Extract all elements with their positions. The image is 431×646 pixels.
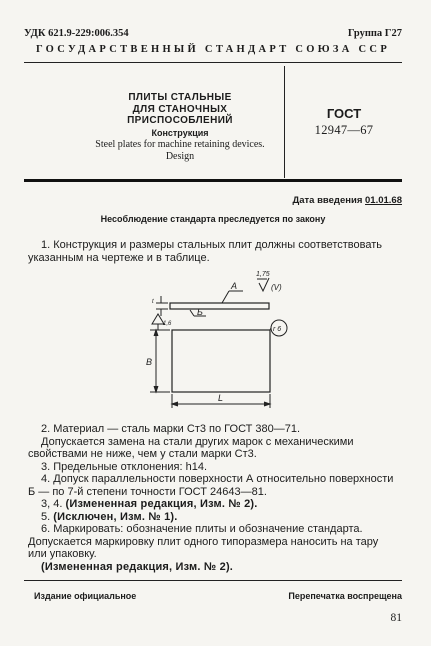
label-b: Б [197,307,203,317]
label-a: A [231,281,238,291]
paragraph-2: 2. Материал — сталь марки Ст3 по ГОСТ 380—71. [41,423,301,435]
tolerance-left-value: 1,6 [163,321,172,327]
paragraph-6: 6. Маркировать: обозначение плиты и обозначение стандарта. Допускается маркировку плит одного типоразмера наносить на тару или упаковку. [28,523,379,560]
title-ru-line-2: ДЛЯ СТАНОЧНЫХ [132,103,228,115]
date-value: 01.01.68 [365,195,402,206]
footer-rule [24,580,402,581]
title-ru-line-3: ПРИСПОСОБЛЕНИЙ [127,115,233,126]
introduction-date [292,195,402,206]
gost-block [294,106,394,138]
udk-code: УДК 621.9-229:006.354 [24,28,129,39]
dim-t-label: t [152,299,154,305]
footer-official-edition: Издание официальное [34,591,137,601]
law-notice: Несоблюдение стандарта преследуется по закону [100,214,326,224]
title-divider [284,66,285,178]
paragraph-34-note: (Измененная редакция, Изм. № 2). [65,498,258,510]
gost-number: 12947—67 [314,123,374,137]
title-en-line-2: Design [165,150,195,162]
dim-b-label: B [146,357,153,367]
title-ru-line-1: ПЛИТЫ СТАЛЬНЫЕ [128,92,232,103]
title-subtitle: Конструкция [151,127,209,138]
paragraph-5-number: 5. [41,510,51,523]
roughness-symbol [259,278,269,291]
date-label: Дата введения [292,195,363,206]
leader-a [222,291,229,303]
paragraph-4: 4. Допуск параллельности поверхности А относительно поверхности Б — по 7-й степени точности ГОСТ 24643—81. [28,473,394,498]
paragraph-2b: Допускается замена на стали других марок с механическими свойствами не ниже, чем у стали марки Ст3. [28,435,354,460]
body-text [28,423,400,573]
plate-side-view [170,303,269,309]
paragraph-5-note: (Исключен, Изм. № 1). [53,510,178,523]
plate-drawing [130,270,310,415]
footer-reprint-prohibited: Перепечатка воспрещена [288,591,402,601]
header-rule [24,62,402,63]
gost-label: ГОСТ [326,106,362,121]
title-rule [24,179,402,182]
title-block [82,92,278,162]
dim-l-label: L [218,393,224,403]
paragraph-34-change [28,498,400,511]
paragraph-6-change: (Измененная редакция, Изм. № 2). [41,560,234,573]
paragraph-1: 1. Конструкция и размеры стальных плит должны соответствовать указанным на чертеже и в таблице. [28,239,382,264]
page-number: 81 [390,612,402,624]
paragraph-3: 3. Предельные отклонения: h14. [41,460,208,473]
roughness-paren: (V) [271,283,282,292]
roughness-value: 1,75 [256,271,270,278]
standard-heading: ГОСУДАРСТВЕННЫЙ СТАНДАРТ СОЮЗА ССР [35,44,391,55]
group-code: Группа Г27 [347,28,402,39]
title-en-line-1: Steel plates for machine retaining devices. [95,138,265,150]
tolerance-right-value: r 6 [273,326,282,333]
paragraph-5 [28,511,400,524]
plate-top-view [172,330,270,392]
paragraph-34-number: 3, 4. [41,498,63,510]
